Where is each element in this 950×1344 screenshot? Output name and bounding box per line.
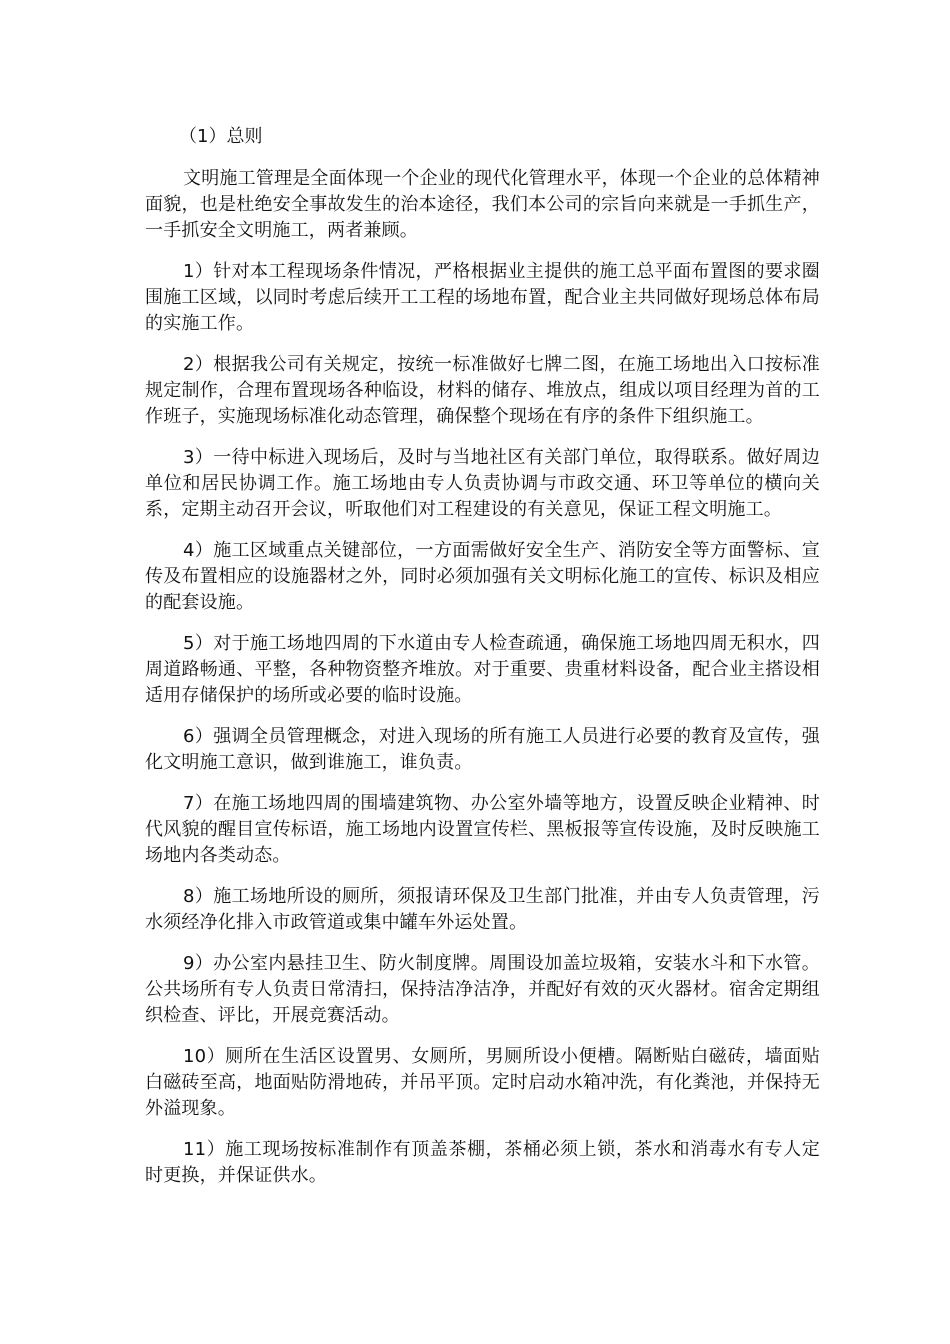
section-heading: （1）总则	[179, 126, 263, 147]
paragraph-item-4: 4）施工区域重点关键部位，一方面需做好安全生产、消防安全等方面警标、宣传及布置相应的设施器材之外，同时必须加强有关文明标化施工的宣传、标识及相应的配套设施。	[145, 540, 820, 613]
paragraph-item-9: 9）办公室内悬挂卫生、防火制度牌。周围设加盖垃圾箱，安装水斗和下水管。公共场所有专人负责日常清扫，保持洁净洁净，并配好有效的灭火器材。宿舍定期组织检查、评比，开展竞赛活动。	[145, 953, 820, 1026]
paragraph-item-2: 2）根据我公司有关规定，按统一标准做好七牌二图，在施工场地出入口按标准规定制作，合理布置现场各种临设，材料的储存、堆放点，组成以项目经理为首的工作班子，实施现场标准化动态管理，确保整个现场在有序的条件下组织施工。	[145, 354, 820, 427]
paragraph-item-8: 8）施工场地所设的厕所，须报请环保及卫生部门批准，并由专人负责管理，污水须经净化排入市政管道或集中罐车外运处置。	[145, 886, 820, 933]
paragraph-item-1: 1）针对本工程现场条件情况，严格根据业主提供的施工总平面布置图的要求圈围施工区域，以同时考虑后续开工工程的场地布置，配合业主共同做好现场总体布局的实施工作。	[145, 261, 820, 334]
paragraph-item-10: 10）厕所在生活区设置男、女厕所，男厕所设小便槽。隔断贴白磁砖，墙面贴白磁砖至高，地面贴防滑地砖，并吊平顶。定时启动水箱冲洗，有化粪池，并保持无外溢现象。	[145, 1046, 820, 1119]
paragraph-item-7: 7）在施工场地四周的围墙建筑物、办公室外墙等地方，设置反映企业精神、时代风貌的醒目宣传标语，施工场地内设置宣传栏、黑板报等宣传设施，及时反映施工场地内各类动态。	[145, 793, 820, 866]
paragraph-item-5: 5）对于施工场地四周的下水道由专人检查疏通，确保施工场地四周无积水，四周道路畅通、平整，各种物资整齐堆放。对于重要、贵重材料设备，配合业主搭设相适用存储保护的场所或必要的临时设施。	[145, 633, 820, 706]
paragraph-list	[145, 166, 820, 1189]
paragraph-item-11: 11）施工现场按标准制作有顶盖茶棚，茶桶必须上锁，茶水和消毒水有专人定时更换，并保证供水。	[145, 1139, 820, 1186]
paragraph-intro: 文明施工管理是全面体现一个企业的现代化管理水平，体现一个企业的总体精神面貌，也是杜绝安全事故发生的治本途径，我们本公司的宗旨向来就是一手抓生产，一手抓安全文明施工，两者兼顾。	[145, 168, 820, 241]
paragraph-item-6: 6）强调全员管理概念，对进入现场的所有施工人员进行必要的教育及宣传，强化文明施工意识，做到谁施工，谁负责。	[145, 726, 820, 773]
document-page	[145, 124, 820, 1204]
paragraph-item-3: 3）一待中标进入现场后，及时与当地社区有关部门单位，取得联系。做好周边单位和居民协调工作。施工场地由专人负责协调与市政交通、环卫等单位的横向关系，定期主动召开会议，听取他们对工程建设的有关意见，保证工程文明施工。	[145, 447, 820, 520]
